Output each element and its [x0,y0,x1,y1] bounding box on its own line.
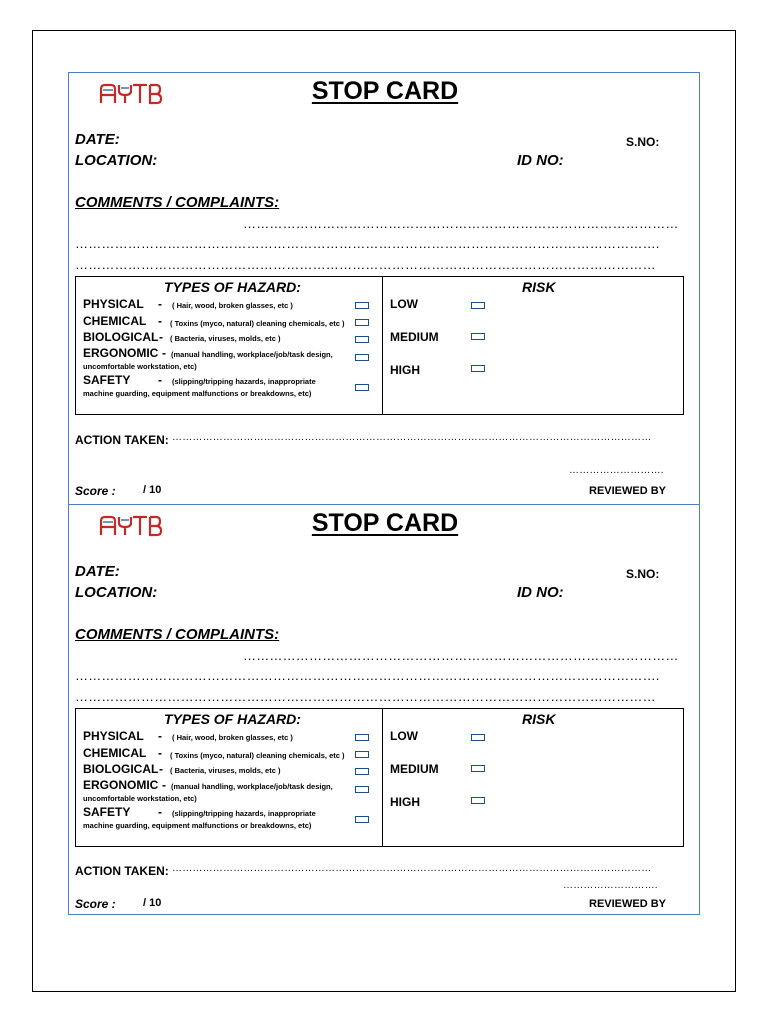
hazard-physical-dash: - [158,729,162,743]
hazard-chemical-checkbox[interactable] [355,751,369,758]
hazard-physical-dash: - [158,297,162,311]
hazard-safety-checkbox[interactable] [355,816,369,823]
idno-label: ID NO: [517,152,564,169]
location-label: LOCATION: [75,152,158,169]
stop-card-2 [68,505,700,915]
action-taken-label: ACTION TAKEN: [75,864,169,878]
hazard-safety-desc-2: machine guarding, equipment malfunctions or breakdowns, etc) [83,389,312,398]
comments-label: COMMENTS / COMPLAINTS: [75,194,280,211]
hazard-safety-checkbox[interactable] [355,384,369,391]
hazard-biological-checkbox[interactable] [355,336,369,343]
comments-line-3[interactable]: …………………………………………………………………………………………………………………… [75,689,656,704]
hazard-biological-desc: ( Bacteria, viruses, molds, etc ) [170,334,281,343]
signature-line[interactable]: ………………………. [569,465,664,476]
hazard-chemical-dash: - [158,746,162,760]
risk-low-checkbox[interactable] [471,302,485,309]
risk-low-label: LOW [390,729,418,743]
risk-medium-label: MEDIUM [390,762,439,776]
hazard-physical-desc: ( Hair, wood, broken glasses, etc ) [172,733,293,742]
hazard-safety-name: SAFETY [83,805,131,819]
hazard-safety-dash: - [158,373,162,387]
hazard-chemical-name: CHEMICAL [83,746,147,760]
risk-medium-checkbox[interactable] [471,333,485,340]
hazard-risk-table [75,276,684,415]
hazard-safety-desc-2: machine guarding, equipment malfunctions or breakdowns, etc) [83,821,312,830]
hazard-biological-dash: - [159,330,163,344]
comments-line-1[interactable]: ……………………………………………………………………………………… [243,648,679,663]
hazard-biological-dash: - [159,762,163,776]
card-title: STOP CARD [311,509,459,537]
hazard-chemical-desc: ( Toxins (myco, natural) cleaning chemicals, etc ) [170,319,345,328]
action-taken-label: ACTION TAKEN: [75,433,169,447]
stop-card-1 [68,72,700,505]
hazard-safety-dash: - [158,805,162,819]
risk-header: RISK [522,711,556,727]
sno-label: S.NO: [626,135,660,149]
risk-high-checkbox[interactable] [471,797,485,804]
idno-label: ID NO: [517,584,564,601]
hazard-chemical-name: CHEMICAL [83,314,147,328]
action-taken-line[interactable]: …………………………………………………………………………………………………………………………… [172,432,652,443]
date-label: DATE: [75,563,120,580]
hazard-ergonomic-desc-2: uncomfortable workstation, etc) [83,794,197,803]
hazard-header: TYPES OF HAZARD: [164,279,301,295]
score-value: / 10 [143,484,162,496]
hazard-biological-desc: ( Bacteria, viruses, molds, etc ) [170,766,281,775]
comments-line-1[interactable]: ……………………………………………………………………………………… [243,216,679,231]
hazard-ergonomic-name: ERGONOMIC [83,778,159,792]
hazard-safety-name: SAFETY [83,373,131,387]
score-label: Score : [75,484,116,498]
hazard-physical-name: PHYSICAL [83,297,144,311]
hazard-chemical-checkbox[interactable] [355,319,369,326]
card-title: STOP CARD [311,77,459,105]
risk-high-checkbox[interactable] [471,365,485,372]
hazard-ergonomic-name: ERGONOMIC [83,346,159,360]
hazard-ergonomic-dash: - [162,346,166,360]
hazard-ergonomic-desc-2: uncomfortable workstation, etc) [83,362,197,371]
hazard-biological-name: BIOLOGICAL [83,330,159,344]
hazard-ergonomic-checkbox[interactable] [355,354,369,361]
hazard-ergonomic-desc: (manual handling, workplace/job/task design, [171,350,333,359]
hazard-chemical-desc: ( Toxins (myco, natural) cleaning chemicals, etc ) [170,751,345,760]
hazard-physical-checkbox[interactable] [355,734,369,741]
hazard-risk-table [75,708,684,847]
risk-high-label: HIGH [390,795,420,809]
hazard-header: TYPES OF HAZARD: [164,711,301,727]
date-label: DATE: [75,131,120,148]
hazard-biological-checkbox[interactable] [355,768,369,775]
location-label: LOCATION: [75,584,158,601]
risk-low-checkbox[interactable] [471,734,485,741]
reviewed-by-label: REVIEWED BY [589,898,667,910]
hazard-ergonomic-dash: - [162,778,166,792]
comments-label: COMMENTS / COMPLAINTS: [75,626,280,643]
hazard-chemical-dash: - [158,314,162,328]
risk-high-label: HIGH [390,363,420,377]
hazard-ergonomic-checkbox[interactable] [355,786,369,793]
comments-line-2[interactable]: ……………………………………………………………………………………………………………………. [75,668,660,683]
reviewed-by-label: REVIEWED BY [589,485,667,497]
hazard-biological-name: BIOLOGICAL [83,762,159,776]
risk-medium-checkbox[interactable] [471,765,485,772]
action-taken-line[interactable]: …………………………………………………………………………………………………………………………… [172,863,652,874]
hazard-safety-desc: (slipping/tripping hazards, inappropriate [172,377,316,386]
hazard-physical-desc: ( Hair, wood, broken glasses, etc ) [172,301,293,310]
hazard-ergonomic-desc: (manual handling, workplace/job/task design, [171,782,333,791]
sno-label: S.NO: [626,567,660,581]
risk-low-label: LOW [390,297,418,311]
score-value: / 10 [143,897,162,909]
hazard-safety-desc: (slipping/tripping hazards, inappropriate [172,809,316,818]
hazard-physical-checkbox[interactable] [355,302,369,309]
risk-medium-label: MEDIUM [390,330,439,344]
risk-header: RISK [522,279,556,295]
comments-line-2[interactable]: ……………………………………………………………………………………………………………………. [75,236,660,251]
hazard-physical-name: PHYSICAL [83,729,144,743]
score-label: Score : [75,897,116,911]
comments-line-3[interactable]: …………………………………………………………………………………………………………………… [75,257,656,272]
signature-line[interactable]: ………………………. [563,880,658,891]
